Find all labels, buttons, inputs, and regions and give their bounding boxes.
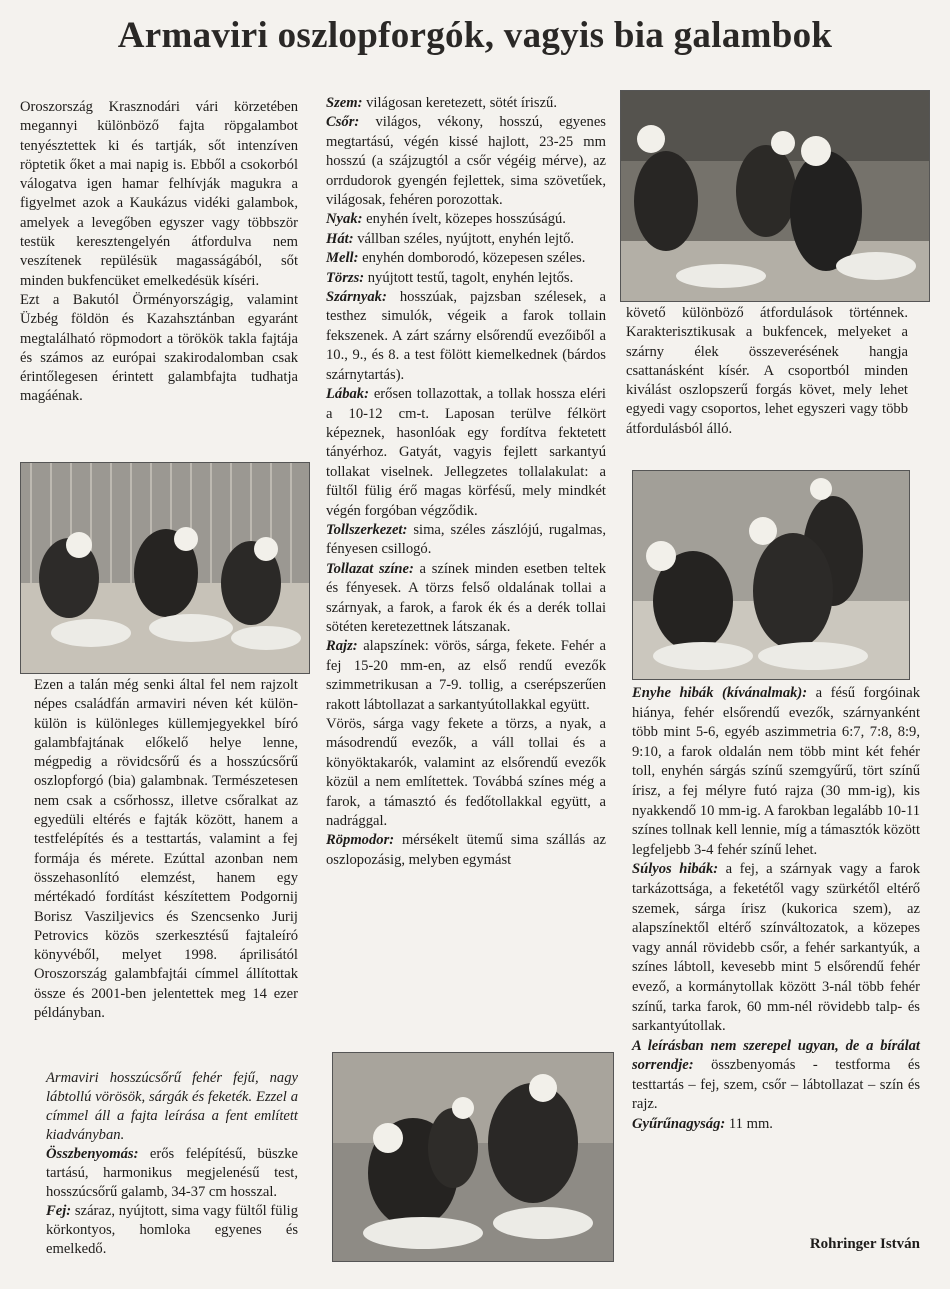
text-rajz-2: Vörös, sárga vagy fekete a törzs, a nyak, a másodrendű evezők, a váll tollai és a könyöktakarók, valamint az elsőrendű evezők közül a nem említettek. Továbbá színes még a farok, a támasztó és fedőtollakkal együtt, a nadrággal.: [326, 716, 606, 830]
label-enyhe-hibak: Enyhe hibák (kívánalmak):: [632, 685, 808, 701]
label-mell: Mell:: [326, 250, 359, 267]
column-3-top: [626, 304, 908, 439]
photo-pigeons-cage: [20, 462, 310, 674]
label-szarnyak: Szárnyak:: [326, 289, 387, 306]
photo-caption: Armaviri hosszúcsőrű fehér fejű, nagy lábtollú vörösök, sárgák és feketék. Ezzel a címmel áll a fajta leírása a fent említett kiadványban.: [46, 1070, 298, 1143]
label-torzs: Törzs:: [326, 269, 365, 286]
text-tollszerkezet: sima, széles zászlójú, rugalmas, fényesen csillogó.: [326, 521, 606, 558]
label-szem: Szem:: [326, 95, 363, 111]
column-1-bottom: [34, 676, 298, 1023]
column-2: [326, 94, 606, 870]
photo-pigeons-outdoor: [620, 90, 930, 302]
photo-pigeons-trio: [632, 470, 910, 680]
label-tollszerkezet: Tollszerkezet:: [326, 521, 408, 538]
label-labak: Lábak:: [326, 386, 369, 403]
paragraph-flight: követő különböző átfordulások történnek. Karakterisztikusak a bukfencek, melyeket a szárny élek összeverésének hangja csattanásként kísér. A csoportból minden kiválást oszlopszerű forgás követ, mely lehet egyedi vagy csoportos, lehet egyszeri vagy több átfordulásból álló.: [626, 305, 908, 437]
paragraph-intro: Oroszország Krasznodári vári körzetében megannyi különböző fajta röpgalambot tenyésztettek ki és tartják, sőt intenzíven röptetik őket a mai napig is. Ebből a csokorból válogatva igen hamar felhívják magukra a figyelmet azok a Kaukázus vidéki galambok, amelyek a levegőben egyszer vagy többször testük keresztengelyén átfordulva nem veszítenek repülésük magasságából, sőt minden bukfencüket emelkedésük kíséri.: [20, 99, 298, 289]
text-labak: erősen tollazottak, a tollak hossza eléri a 10-12 cm-t. Laposan terülve félkört képeznek, hasonlóak egy fordítva fektetett tányérhoz. Gatyát, vagyis fejlett sarkantyú tollakat viselnek. Jellegzetes tollalakulat: a fültől fülig érő magas körfésű, mely mindkét végén forgóban végződik.: [326, 386, 606, 519]
text-sulyos-hibak: a fej, a szárnyak vagy a farok tarkázottsága, a feketétől vagy szürkétől eltérő szemek, sárga írisz (kukorica szem), az alapszínektől eltérő színváltozatok, a közepes vagy annál rövidebb csőr, a fehér sarkantyúk, a színes lábtoll, kevesebb mint 5 elsőrendű fehér evező, a kormánytollak között 3-nál több fehér színű, tarka farok, 60 mm-nél rövidebb talp- és sarkantyútollak.: [632, 861, 920, 1035]
label-hat: Hát:: [326, 230, 354, 247]
text-hat: vállban széles, nyújtott, enyhén lejtő.: [353, 230, 575, 247]
label-biralat: A leírásban nem szerepel ugyan, de a bírálat sorrendje:: [632, 1037, 920, 1074]
label-tollazat: Tollazat színe:: [326, 560, 414, 577]
column-3-bottom: [632, 684, 920, 1135]
text-csor: világos, vékony, hosszú, egyenes megtartású, végén kissé hajlott, 23-25 mm hosszú (a szájzugtól a csőr végéig mérve), az orrdudorok gyengén fejlettek, sima szövetűek, világosak, fehéren porozottak.: [326, 114, 606, 209]
text-szem: világosan keretezett, sötét íriszű.: [362, 95, 557, 111]
text-mell: enyhén domborodó, közepesen széles.: [358, 250, 586, 267]
column-1-top: [20, 98, 298, 407]
photo-pigeons-pair: [332, 1052, 614, 1262]
label-gyurunagysag: Gyűrűnagyság:: [632, 1116, 726, 1133]
text-gyurunagysag: 11 mm.: [725, 1116, 773, 1133]
paragraph-family-tree: Ezen a talán még senki által fel nem rajzolt népes családfán armaviri néven két külön-külön is különleges küllemjegyekkel bíró galambfajtának előkelő helye lenne, mégpedig a rövidcsőrű és a hosszúcsőrű oszlopforgó (bia) galambnak. Természetesen nem csak a csőrhossz, illetve csőralkat az egyedüli eltérés e fajták között, hanem a testfelépítés és a testtartás, valamint a fej formája és mérete. Ezúttal azonban nem összehasonlító elemzést, hanem egy mértékadó fordítást készítettem Podgornij Borisz Vasziljevics és Szencsenko Jurij Petrovics közös szerkesztésű fajtaleíró könyvéből, melyet 1998. áprilisától Oroszország galambfajtái címmel állítottak össze és 2001-ben jelentettek meg 14 ezer példányban.: [34, 677, 298, 1022]
label-ropmodor: Röpmodor:: [326, 832, 395, 849]
text-fej: száraz, nyújtott, sima vagy fültől fülig körkontyos, homloka egyenes és emelkedő.: [46, 1203, 298, 1257]
text-ropmodor: mérsékelt ütemű sima szállás az oszlopozásig, melyben egymást: [326, 832, 606, 868]
label-csor: Csőr:: [326, 114, 360, 131]
text-biralat: összbenyomás - testforma és testtartás – fej, szem, csőr – lábtollazat – szín és rajz.: [632, 1057, 920, 1113]
text-osszbenyomas: erős felépítésű, büszke tartású, harmonikus megjelenésű test, hosszúcsőrű galamb, 34-37 cm hosszal.: [46, 1146, 298, 1200]
paragraph-baku: Ezt a Bakutól Örményországig, valamint Üzbég földön és Kazahsztánban egyaránt megtalálható röpmodort a törökök takla fajtája és számos az európai szakirodalomban csak érintőlegesen érintett galambfajta tudhatja magáénak.: [20, 291, 298, 405]
text-rajz: alapszínek: vörös, sárga, fekete. Fehér a fej 15-20 mm-en, az első rendű evezők szimmetrikusan a 7-9. tollig, a cserépszerűen rakott lábtollazat a sarkantyútollakkal együtt.: [326, 638, 606, 713]
article-title: Armaviri oszlopforgók, vagyis bia galambok: [117, 15, 833, 56]
column-1-caption: [46, 1069, 298, 1259]
text-torzs: nyújtott testű, tagolt, enyhén lejtős.: [364, 269, 574, 286]
text-szarnyak: hosszúak, pajzsban szélesek, a testhez simulók, végeik a farok tollain fekszenek. A zárt szárny elsőrendű evezőiből a 10., 9., és 8. a test fölött kiemelkednek (bárdos szárnytartás).: [326, 289, 606, 383]
label-nyak: Nyak:: [326, 211, 363, 228]
author-name: Rohringer István: [809, 1236, 920, 1252]
label-sulyos-hibak: Súlyos hibák:: [632, 861, 719, 878]
label-osszbenyomas: Összbenyomás:: [46, 1146, 139, 1162]
text-enyhe-hibak: a fésű forgóinak hiánya, fehér elsőrendű evezők, szárnyanként több mint 5-6, egyéb aszimmetria 6:7, 7:8, 8:9, 9:10, a farok oldalán nem több mint két fehér toll, enyhén sárgás színű szemgyűrű, tört színű írisz, a fej mélyre futó rajza (30 mm-ig), kis nyakkendő 10 mm-ig. A farokban legalább 10-11 színes tollnak kell lennie, míg a támasztók között legfeljebb 3-4 fehér színű lehet.: [632, 685, 920, 858]
text-nyak: enyhén ívelt, közepes hosszúságú.: [362, 211, 566, 228]
label-rajz: Rajz:: [326, 638, 358, 655]
text-tollazat: a színek minden esetben teltek és fényesek. A törzs felső oldalának tollai a szárnyak, a farok, a farok ék és a derék tollai sötéten keretezettnek látszanak.: [326, 560, 607, 635]
label-fej: Fej:: [46, 1203, 72, 1219]
